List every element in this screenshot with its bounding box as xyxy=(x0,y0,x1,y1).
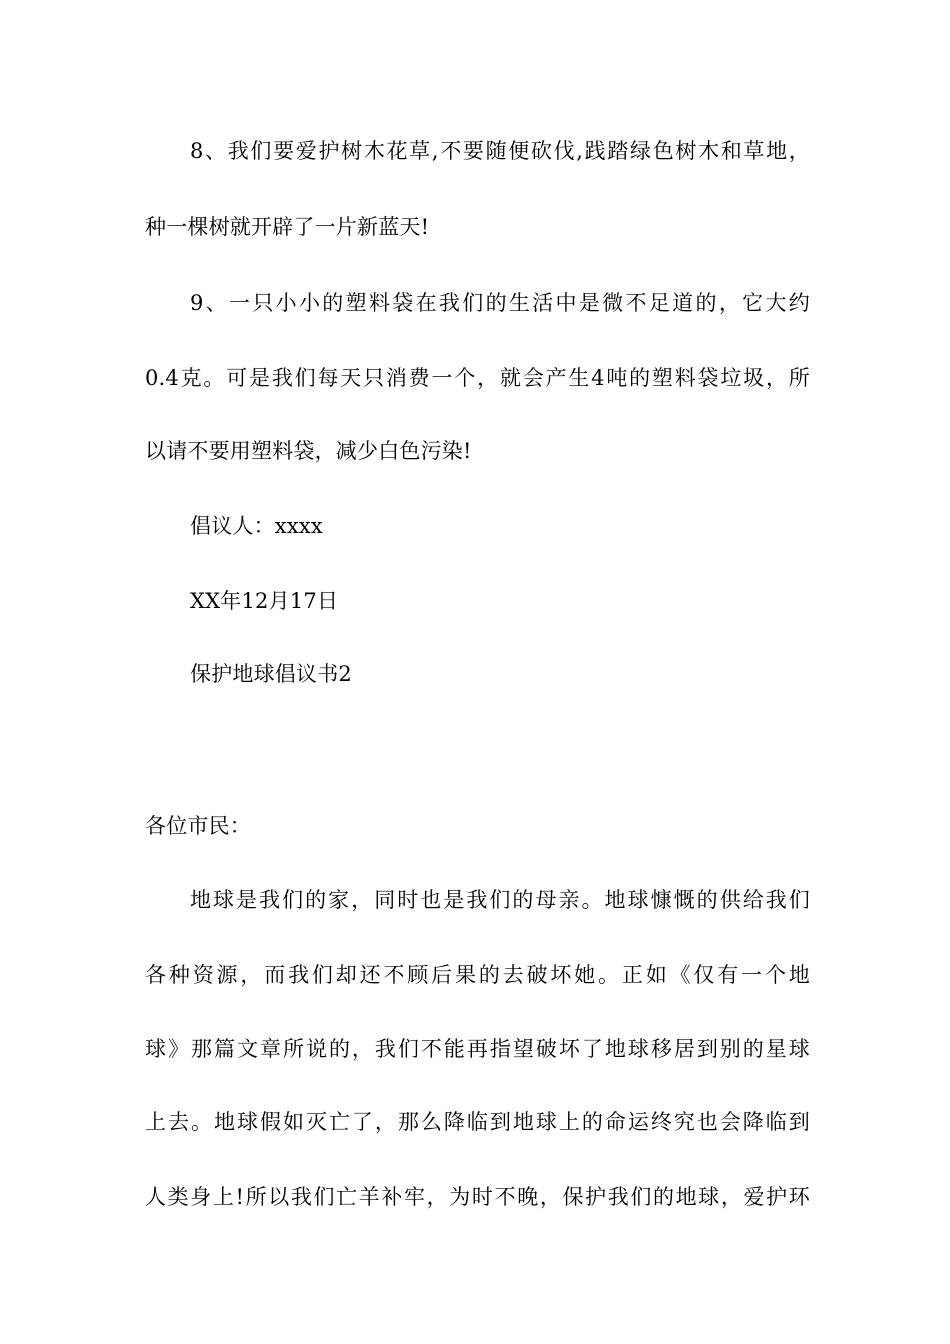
paragraph-8-line-2: 种一棵树就开辟了一片新蓝天! xyxy=(145,215,430,239)
body-line-2: 各种资源，而我们却还不顾后果的去破坏她。正如《仅有一个地 xyxy=(145,963,810,987)
body-line-4: 上去。地球假如灭亡了，那么降临到地球上的命运终究也会降临到 xyxy=(145,1110,810,1134)
body-line-3: 球》那篇文章所说的，我们不能再指望破坏了地球移居到别的星球 xyxy=(145,1037,810,1061)
salutation: 各位市民： xyxy=(145,814,251,838)
paragraph-9-line-1: 9、一只小小的塑料袋在我们的生活中是微不足道的，它大约 xyxy=(190,291,810,315)
section-heading: 保护地球倡议书2 xyxy=(190,662,352,686)
date-line: XX年12月17日 xyxy=(190,589,339,613)
body-line-5: 人类身上!所以我们亡羊补牢，为时不晚，保护我们的地球，爱护环 xyxy=(145,1185,810,1209)
signer-line: 倡议人：xxxx xyxy=(190,514,323,538)
paragraph-9-line-2: 0.4克。可是我们每天只消费一个，就会产生4吨的塑料袋垃圾，所 xyxy=(145,366,810,390)
paragraph-8-line-1: 8、我们要爱护树木花草,不要随便砍伐,践踏绿色树木和草地， xyxy=(190,139,810,163)
paragraph-9-line-3: 以请不要用塑料袋，减少白色污染! xyxy=(145,439,472,463)
body-line-1: 地球是我们的家，同时也是我们的母亲。地球慷慨的供给我们 xyxy=(190,888,810,912)
